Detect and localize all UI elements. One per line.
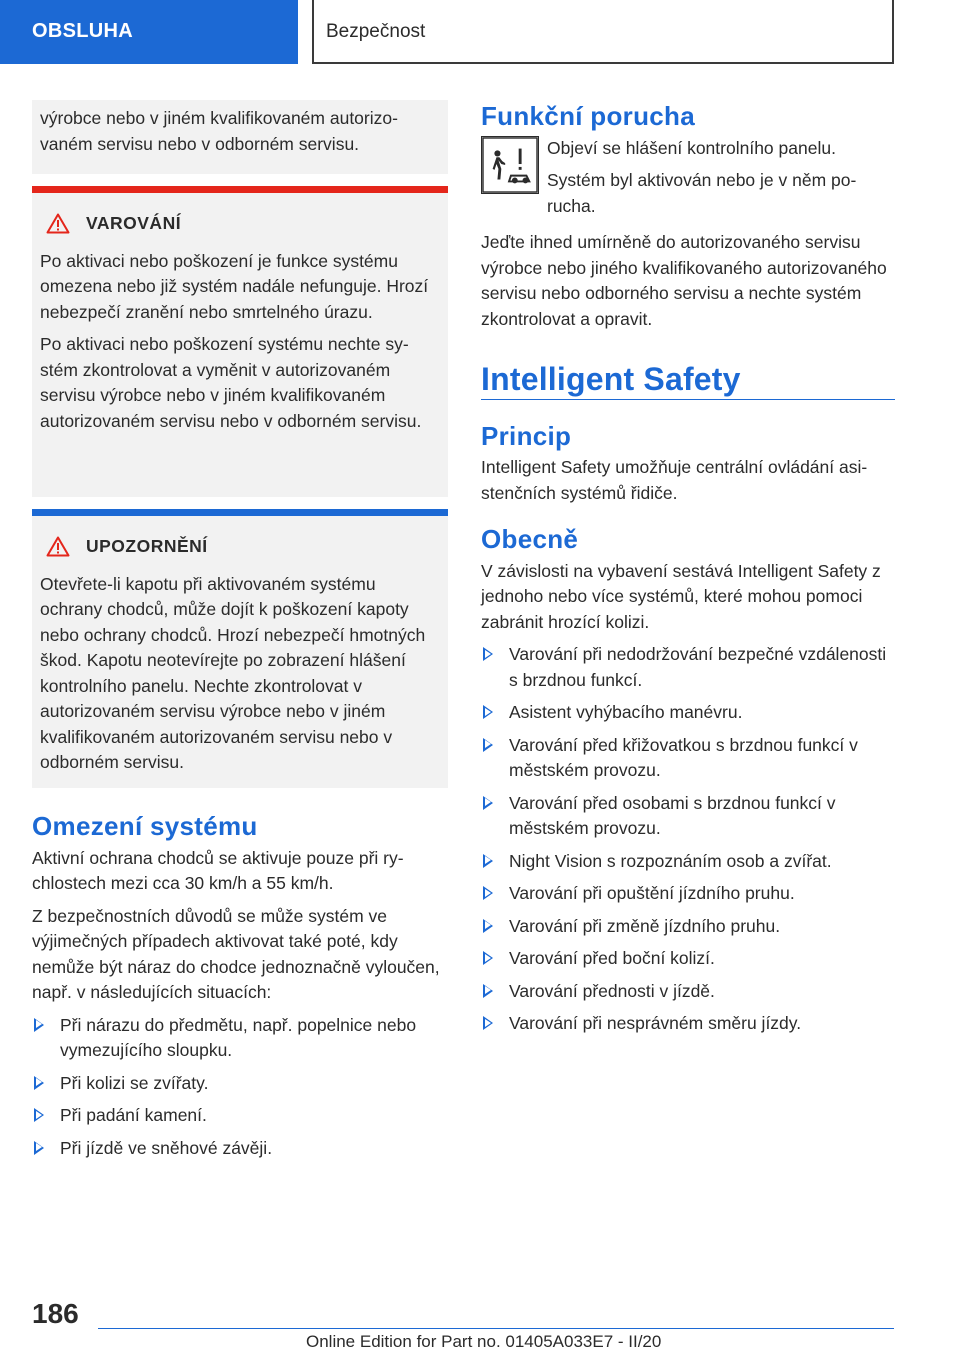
- warning-paragraph-1: Po aktivaci nebo poškození je funkce systému omezena nebo již systém nadále nefunguje. Hrozí nebezpečí zranění nebo smrtelného úrazu.: [40, 250, 429, 322]
- list-item: [481, 733, 895, 784]
- caution-triangle-icon: [46, 536, 70, 557]
- right-column: [481, 101, 895, 1044]
- list-item-text: Při jízdě ve sněhové závěji.: [60, 1137, 273, 1158]
- list-item: [481, 979, 895, 1005]
- limits-list: [32, 1013, 448, 1162]
- fault-heading: Funkční porucha: [481, 101, 695, 131]
- list-item: [32, 1103, 448, 1129]
- list-item-text: Varování před boční kolizí.: [509, 948, 715, 968]
- fault-line-1: Objeví se hlášení kontrolního panelu.: [547, 137, 836, 158]
- caution-title: UPOZORNĚNÍ: [86, 536, 208, 556]
- fault-message-text: [547, 136, 895, 227]
- bullet-triangle-icon: [483, 919, 493, 933]
- list-item: [32, 1013, 448, 1064]
- caution-title-row: [40, 534, 440, 560]
- bullet-triangle-icon: [34, 1141, 44, 1155]
- list-item: [481, 914, 895, 940]
- bullet-triangle-icon: [483, 951, 493, 965]
- list-item-text: Varování při opuštění jízdního pruhu.: [509, 883, 795, 903]
- warning-title-row: [40, 211, 440, 237]
- page-header: [312, 0, 894, 64]
- bullet-triangle-icon: [34, 1108, 44, 1122]
- list-item-text: Asistent vyhýbacího manévru.: [509, 702, 743, 722]
- caution-bar: [32, 509, 448, 516]
- list-item: [481, 881, 895, 907]
- intro-box: [32, 100, 448, 174]
- principle-heading: Princip: [481, 420, 572, 451]
- list-item-text: Varování před osobami s brzdnou funkcí v městském provozu.: [509, 792, 836, 838]
- list-item-text: Při padání kamení.: [60, 1105, 207, 1125]
- warning-title: VAROVÁNÍ: [86, 213, 182, 233]
- principle-paragraph: Intelligent Safety umožňuje centrální ovládání asistenčních systémů řidiče.: [481, 457, 868, 503]
- page-number: 186: [32, 1298, 79, 1329]
- list-item-text: Varování před křižovatkou s brzdnou funkcí v městském provozu.: [509, 734, 858, 780]
- list-item-text: Při kolizi se zvířaty.: [60, 1072, 209, 1093]
- warning-bar: [32, 186, 448, 193]
- list-item-text: Night Vision s rozpoznáním osob a zvířat.: [509, 850, 832, 871]
- bullet-triangle-icon: [34, 1076, 44, 1090]
- list-item: [481, 1011, 895, 1037]
- list-item: [481, 946, 895, 972]
- fault-paragraph: Jeďte ihned umírněně do autorizovaného servisu výrobce nebo jiného kvalifikovaného autorizovaného servisu nebo odborného servisu a nechte systém zkontrolovat a opravit.: [481, 232, 887, 329]
- warning-triangle-icon: [46, 213, 70, 234]
- intro-text: výrobce nebo v jiném kvalifikovaném autorizovaném servisu nebo v odborném servisu.: [40, 108, 398, 154]
- section-tab: [0, 0, 298, 64]
- caution-paragraph: Otevřete-li kapotu při aktivovaném systému ochrany chodců, může dojít k poškození kapoty nebo ochrany chodců. Hrozí nebezpečí hmotných škod. Kapotu neotevírejte po zobrazení hlášení kontrolního panelu. Nechte zkontrolovat v autorizovaném servisu výrobce nebo v jiném kvalifikovaném autorizovaném servisu nebo v odborném servisu.: [40, 573, 426, 772]
- pedestrian-warning-icon: [481, 136, 539, 194]
- safety-title-block: [481, 361, 895, 400]
- limits-heading: Omezení systému: [32, 811, 258, 841]
- list-item: [481, 700, 895, 726]
- general-heading: Obecně: [481, 524, 579, 554]
- bullet-triangle-icon: [483, 796, 493, 810]
- list-item-text: Varování při nedodržování bezpečné vzdálenosti s brzdnou funkcí.: [509, 644, 887, 690]
- list-item-text: Varování při změně jízdního pruhu.: [509, 915, 781, 936]
- bullet-triangle-icon: [483, 1016, 493, 1030]
- bullet-triangle-icon: [483, 984, 493, 998]
- bullet-triangle-icon: [483, 705, 493, 719]
- warning-paragraph-2: Po aktivaci nebo poškození systému nechte systém zkontrolovat a vyměnit v autorizovaném servisu výrobce nebo v jiném kvalifikovaném autorizovaném servisu nebo v odborném servisu.: [40, 334, 422, 431]
- list-item-text: Varování při nesprávném směru jízdy.: [509, 1013, 802, 1033]
- fault-line-2: Systém byl aktivován nebo je v něm porucha.: [547, 170, 857, 216]
- page-title: Bezpečnost: [326, 21, 426, 42]
- caution-box: [32, 516, 448, 788]
- list-item: [481, 791, 895, 842]
- list-item: [481, 849, 895, 875]
- bullet-triangle-icon: [483, 738, 493, 752]
- limits-paragraph-1: Aktivní ochrana chodců se aktivuje pouze při rychlostech mezi cca 30 km/h a 55 km/h.: [32, 847, 404, 893]
- safety-title: Intelligent Safety: [481, 361, 741, 397]
- left-column: [32, 100, 448, 1168]
- list-item: [32, 1136, 448, 1162]
- list-item-text: Varování přednosti v jízdě.: [509, 980, 715, 1001]
- general-paragraph: V závislosti na vybavení sestává Intelligent Safety z jednoho nebo více systémů, které mohou pomoci zabránit hrozící kolizi.: [481, 560, 881, 632]
- bullet-triangle-icon: [483, 886, 493, 900]
- bullet-triangle-icon: [483, 647, 493, 661]
- section-label: OBSLUHA: [32, 20, 133, 42]
- bullet-triangle-icon: [483, 854, 493, 868]
- list-item: [32, 1071, 448, 1097]
- fault-message-row: [481, 136, 895, 227]
- limits-paragraph-2: Z bezpečnostních důvodů se může systém ve výjimečných případech aktivovat také poté, kdy nemůže být náraz do chodce jednoznačně vyloučen, např. v následujících situacích:: [32, 905, 440, 1002]
- bullet-triangle-icon: [34, 1018, 44, 1032]
- safety-list: [481, 642, 895, 1037]
- warning-box: [32, 193, 448, 497]
- list-item-text: Při nárazu do předmětu, např. popelnice nebo vymezujícího sloupku.: [60, 1014, 417, 1060]
- edition-note: Online Edition for Part no. 01405A033E7 - II/20: [306, 1332, 662, 1351]
- list-item: [481, 642, 895, 693]
- footer-rule: [98, 1328, 894, 1329]
